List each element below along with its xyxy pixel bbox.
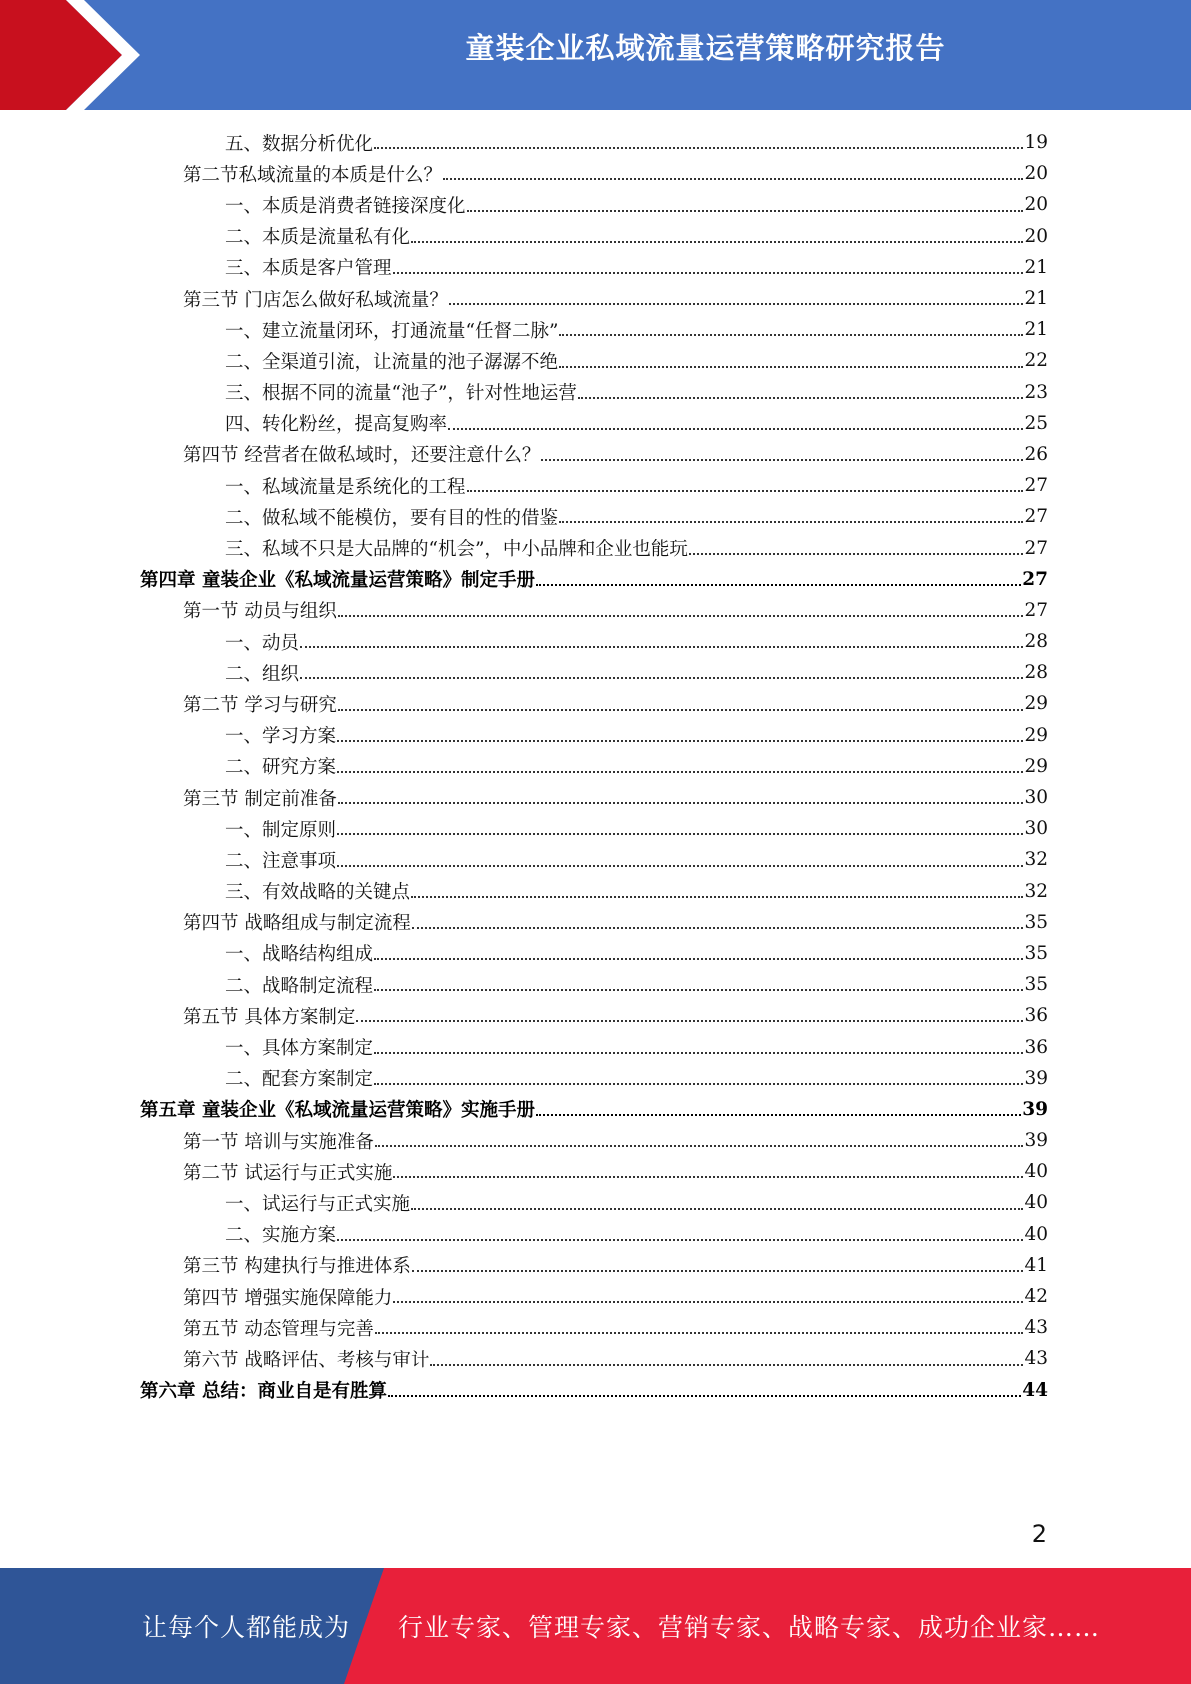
toc-dot-leader [536, 583, 1021, 586]
toc-entry-label: 三、根据不同的流量“池子”，针对性地运营 [225, 383, 577, 405]
toc-dot-leader [374, 957, 1023, 960]
toc-dot-leader [337, 864, 1023, 867]
toc-chapter-entry[interactable] [140, 564, 1048, 595]
toc-dot-leader [374, 1051, 1023, 1054]
toc-section-entry[interactable] [140, 1000, 1048, 1031]
toc-entry-page: 39 [1024, 1130, 1048, 1152]
toc-section-entry[interactable] [140, 1281, 1048, 1312]
toc-entry-label: 二、组织 [225, 663, 300, 685]
toc-section-entry[interactable] [140, 439, 1048, 470]
toc-dot-leader [374, 146, 1023, 149]
toc-subsection-entry[interactable] [140, 844, 1048, 875]
toc-entry-page: 35 [1024, 911, 1048, 933]
toc-entry-page: 27 [1024, 599, 1048, 621]
toc-entry-page: 40 [1024, 1223, 1048, 1245]
page-number: 2 [1031, 1520, 1047, 1548]
toc-dot-leader [449, 302, 1024, 305]
toc-subsection-entry[interactable] [140, 314, 1048, 345]
toc-entry-page: 29 [1024, 755, 1048, 777]
toc-entry-label: 二、做私域不能模仿，要有目的性的借鉴 [225, 507, 559, 529]
toc-entry-label: 第四节 经营者在做私域时，还要注意什么？ [183, 445, 541, 467]
page-footer [0, 1568, 1191, 1684]
toc-dot-leader [412, 926, 1024, 929]
toc-section-entry[interactable] [140, 688, 1048, 719]
toc-entry-page: 39 [1024, 1067, 1048, 1089]
toc-subsection-entry[interactable] [140, 657, 1048, 688]
toc-section-entry[interactable] [140, 1312, 1048, 1343]
toc-entry-page: 39 [1022, 1098, 1048, 1120]
toc-entry-label: 第一节 培训与实施准备 [183, 1131, 374, 1153]
toc-entry-label: 一、动员 [225, 632, 300, 654]
toc-entry-page: 26 [1024, 443, 1048, 465]
toc-section-entry[interactable] [140, 1250, 1048, 1281]
toc-entry-label: 第一节 动员与组织 [183, 601, 337, 623]
toc-subsection-entry[interactable] [140, 127, 1048, 158]
toc-entry-page: 44 [1022, 1379, 1048, 1401]
toc-subsection-entry[interactable] [140, 1063, 1048, 1094]
toc-entry-label: 二、全渠道引流，让流量的池子潺潺不绝 [225, 351, 559, 373]
toc-entry-page: 43 [1024, 1317, 1048, 1339]
toc-entry-label: 第二节 试运行与正式实施 [183, 1162, 393, 1184]
toc-entry-page: 32 [1024, 880, 1048, 902]
toc-section-entry[interactable] [140, 1156, 1048, 1187]
toc-entry-label: 第四章 童装企业《私域流量运营策略》制定手册 [140, 570, 535, 592]
toc-entry-label: 二、本质是流量私有化 [225, 227, 411, 249]
toc-entry-page: 20 [1024, 225, 1048, 247]
toc-entry-label: 一、试运行与正式实施 [225, 1193, 411, 1215]
toc-dot-leader [559, 520, 1023, 523]
toc-entry-label: 第三节 门店怎么做好私域流量？ [183, 289, 448, 311]
toc-entry-label: 一、具体方案制定 [225, 1038, 374, 1060]
toc-dot-leader [541, 458, 1023, 461]
toc-entry-page: 41 [1024, 1254, 1048, 1276]
toc-entry-page: 29 [1024, 724, 1048, 746]
toc-entry-page: 28 [1024, 631, 1048, 653]
toc-entry-label: 一、本质是消费者链接深度化 [225, 195, 466, 217]
toc-dot-leader [337, 832, 1023, 835]
toc-subsection-entry[interactable] [140, 221, 1048, 252]
toc-entry-page: 19 [1024, 132, 1048, 154]
toc-section-entry[interactable] [140, 158, 1048, 189]
toc-chapter-entry[interactable] [140, 1375, 1048, 1406]
table-of-contents [140, 127, 1048, 1406]
toc-dot-leader [337, 770, 1023, 773]
toc-section-entry[interactable] [140, 1125, 1048, 1156]
toc-dot-leader [374, 1082, 1023, 1085]
toc-entry-page: 21 [1024, 288, 1048, 310]
toc-entry-page: 23 [1024, 381, 1048, 403]
report-title: 童装企业私域流量运营策略研究报告 [465, 31, 946, 65]
toc-dot-leader [338, 801, 1024, 804]
toc-dot-leader [338, 708, 1024, 711]
toc-entry-label: 第六节 战略评估、考核与审计 [183, 1349, 430, 1371]
toc-entry-label: 第二节 学习与研究 [183, 694, 337, 716]
toc-dot-leader [388, 1394, 1021, 1397]
toc-entry-label: 第五章 童装企业《私域流量运营策略》实施手册 [140, 1100, 535, 1122]
toc-section-entry[interactable] [140, 1343, 1048, 1374]
toc-entry-page: 21 [1024, 256, 1048, 278]
toc-entry-label: 三、有效战略的关键点 [225, 882, 411, 904]
toc-dot-leader [411, 895, 1023, 898]
toc-subsection-entry[interactable] [140, 876, 1048, 907]
toc-entry-label: 第二节私域流量的本质是什么？ [183, 164, 443, 186]
toc-dot-leader [578, 396, 1024, 399]
toc-subsection-entry[interactable] [140, 252, 1048, 283]
toc-entry-page: 36 [1024, 1005, 1048, 1027]
toc-subsection-entry[interactable] [140, 751, 1048, 782]
toc-entry-label: 一、建立流量闭环，打通流量“任督二脉” [225, 320, 559, 342]
toc-entry-label: 二、研究方案 [225, 757, 337, 779]
toc-entry-label: 二、实施方案 [225, 1225, 337, 1247]
toc-chapter-entry[interactable] [140, 1094, 1048, 1125]
toc-subsection-entry[interactable] [140, 1187, 1048, 1218]
toc-subsection-entry[interactable] [140, 377, 1048, 408]
toc-dot-leader [411, 1207, 1023, 1210]
toc-dot-leader [375, 1331, 1024, 1334]
toc-entry-page: 30 [1024, 818, 1048, 840]
toc-dot-leader [467, 209, 1024, 212]
toc-entry-page: 36 [1024, 1036, 1048, 1058]
toc-subsection-entry[interactable] [140, 345, 1048, 376]
toc-subsection-entry[interactable] [140, 720, 1048, 751]
toc-subsection-entry[interactable] [140, 626, 1048, 657]
toc-section-entry[interactable] [140, 595, 1048, 626]
toc-dot-leader [411, 240, 1023, 243]
toc-entry-label: 四、转化粉丝，提高复购率 [225, 414, 448, 436]
toc-dot-leader [559, 333, 1023, 336]
toc-dot-leader [300, 676, 1023, 679]
toc-entry-label: 一、制定原则 [225, 819, 337, 841]
toc-entry-page: 27 [1022, 568, 1048, 590]
toc-entry-page: 27 [1024, 506, 1048, 528]
toc-entry-page: 22 [1024, 350, 1048, 372]
footer-slogan-left: 让每个人都能成为 [142, 1613, 351, 1642]
toc-dot-leader [467, 489, 1024, 492]
toc-dot-leader [337, 1238, 1023, 1241]
toc-dot-leader [412, 1269, 1024, 1272]
toc-dot-leader [536, 1113, 1021, 1116]
toc-dot-leader [393, 271, 1024, 274]
toc-entry-page: 20 [1024, 194, 1048, 216]
toc-entry-label: 第五节 动态管理与完善 [183, 1318, 374, 1340]
toc-subsection-entry[interactable] [140, 938, 1048, 969]
toc-subsection-entry[interactable] [140, 1219, 1048, 1250]
toc-entry-page: 30 [1024, 787, 1048, 809]
toc-entry-label: 一、战略结构组成 [225, 944, 374, 966]
toc-dot-leader [337, 739, 1023, 742]
toc-entry-label: 三、私域不只是大品牌的“机会”，中小品牌和企业也能玩 [225, 539, 688, 561]
toc-subsection-entry[interactable] [140, 501, 1048, 532]
toc-entry-label: 五、数据分析优化 [225, 133, 374, 155]
toc-entry-page: 42 [1024, 1286, 1048, 1308]
toc-dot-leader [375, 1144, 1024, 1147]
toc-entry-label: 第三节 构建执行与推进体系 [183, 1256, 411, 1278]
toc-section-entry[interactable] [140, 283, 1048, 314]
toc-entry-label: 第三节 制定前准备 [183, 788, 337, 810]
toc-entry-page: 21 [1024, 319, 1048, 341]
toc-dot-leader [689, 552, 1024, 555]
toc-subsection-entry[interactable] [140, 189, 1048, 220]
toc-dot-leader [443, 177, 1023, 180]
toc-dot-leader [374, 988, 1023, 991]
toc-subsection-entry[interactable] [140, 1031, 1048, 1062]
toc-subsection-entry[interactable] [140, 408, 1048, 439]
toc-entry-label: 一、私域流量是系统化的工程 [225, 476, 466, 498]
toc-section-entry[interactable] [140, 782, 1048, 813]
toc-entry-page: 43 [1024, 1348, 1048, 1370]
toc-entry-page: 25 [1024, 412, 1048, 434]
toc-subsection-entry[interactable] [140, 813, 1048, 844]
toc-entry-page: 32 [1024, 849, 1048, 871]
toc-dot-leader [430, 1363, 1023, 1366]
toc-entry-label: 一、学习方案 [225, 726, 337, 748]
toc-section-entry[interactable] [140, 907, 1048, 938]
toc-dot-leader [356, 1019, 1023, 1022]
footer-slogan-right: 行业专家、管理专家、营销专家、战略专家、成功企业家…… [398, 1613, 1101, 1642]
toc-dot-leader [559, 365, 1023, 368]
toc-dot-leader [300, 645, 1023, 648]
toc-entry-page: 27 [1024, 475, 1048, 497]
toc-subsection-entry[interactable] [140, 969, 1048, 1000]
toc-entry-label: 二、配套方案制定 [225, 1069, 374, 1091]
toc-entry-label: 二、战略制定流程 [225, 975, 374, 997]
toc-dot-leader [393, 1175, 1023, 1178]
toc-entry-label: 第四节 增强实施保障能力 [183, 1287, 393, 1309]
toc-dot-leader [393, 1300, 1023, 1303]
toc-entry-label: 三、本质是客户管理 [225, 258, 392, 280]
page-header [0, 0, 1191, 110]
toc-entry-label: 第五节 具体方案制定 [183, 1006, 356, 1028]
toc-dot-leader [448, 427, 1023, 430]
toc-entry-page: 40 [1024, 1161, 1048, 1183]
toc-entry-page: 35 [1024, 942, 1048, 964]
toc-entry-page: 40 [1024, 1192, 1048, 1214]
toc-subsection-entry[interactable] [140, 470, 1048, 501]
toc-entry-label: 二、注意事项 [225, 850, 337, 872]
toc-entry-page: 29 [1024, 693, 1048, 715]
toc-entry-page: 27 [1024, 537, 1048, 559]
toc-subsection-entry[interactable] [140, 532, 1048, 563]
toc-entry-page: 35 [1024, 974, 1048, 996]
toc-entry-page: 20 [1024, 163, 1048, 185]
toc-entry-label: 第四节 战略组成与制定流程 [183, 913, 411, 935]
toc-entry-page: 28 [1024, 662, 1048, 684]
toc-entry-label: 第六章 总结：商业自是有胜算 [140, 1381, 387, 1403]
toc-dot-leader [338, 614, 1024, 617]
